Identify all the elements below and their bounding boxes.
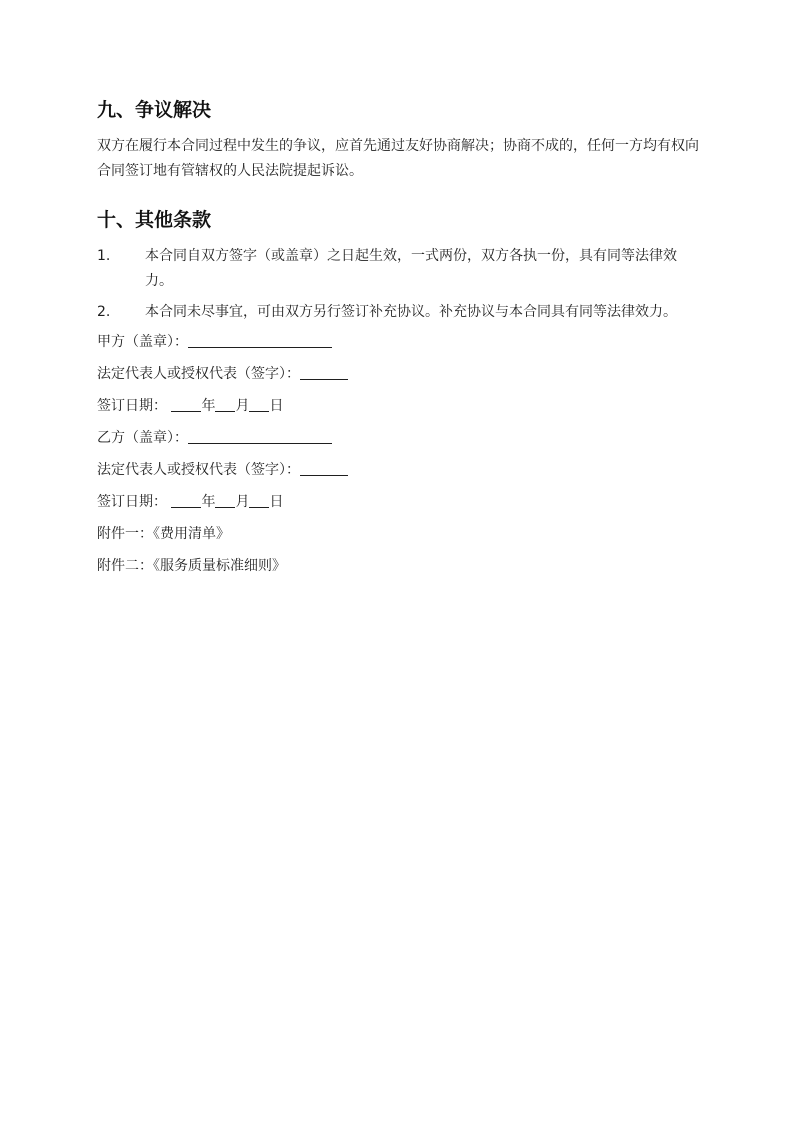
party-b-rep-label: 法定代表人或授权代表（签字）： xyxy=(97,462,300,478)
month-blank[interactable] xyxy=(215,395,235,412)
list-item-number: 2. xyxy=(97,304,111,320)
party-b-label: 乙方（盖章）： xyxy=(97,430,188,446)
day-label: 日 xyxy=(269,398,284,414)
party-a-rep-line xyxy=(97,363,702,385)
attachment-1: 附件一：《费用清单》 xyxy=(97,526,230,542)
party-a-seal-line xyxy=(97,331,702,353)
day-blank[interactable] xyxy=(249,395,269,412)
year-label: 年 xyxy=(201,398,216,414)
section-title-other-terms: 十、其他条款 xyxy=(97,209,212,231)
list-item-number: 1. xyxy=(97,248,111,264)
day-blank[interactable] xyxy=(249,491,269,508)
month-label: 月 xyxy=(235,398,250,414)
month-blank[interactable] xyxy=(215,491,235,508)
list-item-text: 本合同未尽事宜，可由双方另行签订补充协议。补充协议与本合同具有同等法律效力。 xyxy=(145,304,677,320)
party-a-blank[interactable] xyxy=(188,331,332,348)
party-b-blank[interactable] xyxy=(188,427,332,444)
party-b-date-line xyxy=(97,491,702,513)
day-label: 日 xyxy=(269,494,284,510)
party-a-date-label: 签订日期： xyxy=(97,398,167,414)
party-a-date-line xyxy=(97,395,702,417)
list-item xyxy=(97,244,702,294)
section-title-dispute: 九、争议解决 xyxy=(97,99,212,121)
year-blank[interactable] xyxy=(171,395,201,412)
dispute-paragraph: 双方在履行本合同过程中发生的争议，应首先通过友好协商解决；协商不成的，任何一方均有权向合同签订地有管辖权的人民法院提起诉讼。 xyxy=(97,138,699,179)
list-item xyxy=(97,300,702,325)
list-item-text: 本合同自双方签字（或盖章）之日起生效，一式两份，双方各执一份，具有同等法律效力。 xyxy=(145,248,677,289)
attachment-2: 附件二：《服务质量标准细则》 xyxy=(97,558,286,574)
party-b-seal-line xyxy=(97,427,702,449)
year-blank[interactable] xyxy=(171,491,201,508)
party-a-rep-label: 法定代表人或授权代表（签字）： xyxy=(97,366,300,382)
party-b-rep-blank[interactable] xyxy=(300,459,348,476)
year-label: 年 xyxy=(201,494,216,510)
party-a-label: 甲方（盖章）： xyxy=(97,334,188,350)
document-content xyxy=(97,96,702,577)
party-a-rep-blank[interactable] xyxy=(300,363,348,380)
party-b-rep-line xyxy=(97,459,702,481)
party-b-date-label: 签订日期： xyxy=(97,494,167,510)
month-label: 月 xyxy=(235,494,250,510)
